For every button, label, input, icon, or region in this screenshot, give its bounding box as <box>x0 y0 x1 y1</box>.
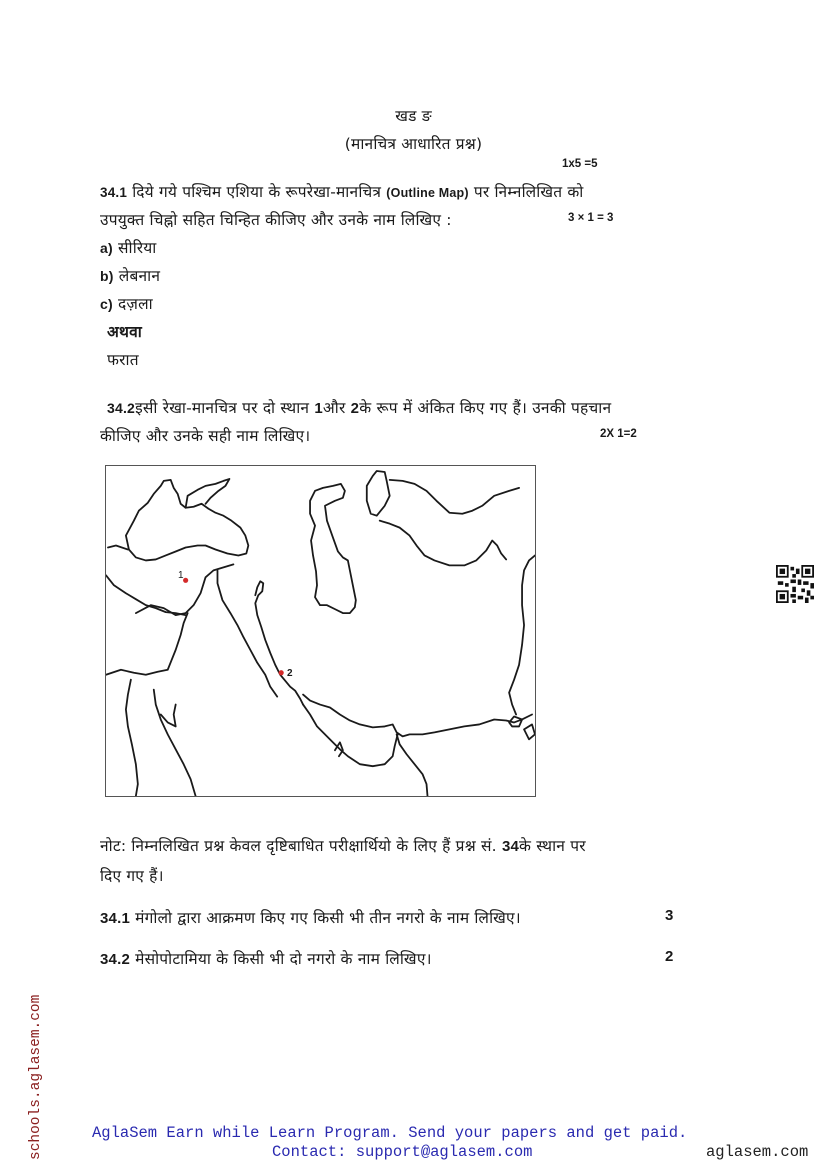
q34-2-marks: 2X 1=2 <box>600 428 637 440</box>
or-option: फरात <box>107 351 139 369</box>
q34-1-text-a: दिये गये पश्चिम एशिया के रूपरेखा-मानचित्र <box>132 183 382 201</box>
side-watermark-link[interactable]: schools.aglasem.com <box>28 994 44 1160</box>
q34-1-marks: 3 × 1 = 3 <box>568 212 614 224</box>
q34-2-line1: 34.2इसी रेखा-मानचित्र पर दो स्थान 1और 2के रूप में अंकित किए गए हैं। उनकी पहचान <box>107 399 612 417</box>
section-total-marks: 1x5 =5 <box>562 158 598 170</box>
marker-2-label: 2 <box>287 668 293 679</box>
q34-2-number: 34.2 <box>107 400 136 416</box>
west-asia-outline-map <box>105 465 536 797</box>
marker-1-label: 1 <box>178 570 184 581</box>
vi-question-1: 34.1 मंगोलो द्वारा आक्रमण किए गए किसी भी तीन नगरो के नाम लिखिए। <box>100 909 521 927</box>
vi-question-2: 34.2 मेसोपोटामिया के किसी भी दो नगरो के नाम लिखिए। <box>100 950 432 968</box>
q34-1-option-c: c) दज़ला <box>100 295 153 313</box>
vi-question-2-marks: 2 <box>665 948 674 965</box>
section-subtitle: (मानचित्र आधारित प्रश्न) <box>344 135 483 153</box>
marker-2-dot <box>279 670 284 675</box>
q34-1-number: 34.1 <box>100 185 128 200</box>
section-title: खड ङ <box>395 107 432 125</box>
note-line2: दिए गए हैं। <box>100 867 164 885</box>
q34-1-option-b: b) लेबनान <box>100 267 161 285</box>
map-coastlines <box>106 466 535 796</box>
footer-site-link[interactable]: aglasem.com <box>706 1143 809 1161</box>
q34-1-option-a: a) सीरिया <box>100 239 157 257</box>
footer-contact[interactable]: Contact: support@aglasem.com <box>272 1143 533 1161</box>
footer-promo: AglaSem Earn while Learn Program. Send your papers and get paid. <box>92 1124 688 1142</box>
q34-2-line2: कीजिए और उनके सही नाम लिखिए। <box>100 427 311 445</box>
q34-1-text-b: पर निम्नलिखित को <box>473 183 584 201</box>
or-label: अथवा <box>107 323 142 341</box>
vi-question-1-marks: 3 <box>665 907 674 924</box>
q34-1-text-en: (Outline Map) <box>386 186 469 200</box>
q34-1-line1 <box>100 180 584 202</box>
note-line1: नोट: निम्नलिखित प्रश्न केवल दृष्टिबाधित परीक्षार्थियो के लिए हैं प्रश्न सं. 34के स्थान पर <box>100 837 586 855</box>
qr-code-icon <box>776 565 814 603</box>
q34-1-line2: उपयुक्त चिह्नो सहित चिन्हित कीजिए और उनके नाम लिखिए : <box>100 211 452 229</box>
